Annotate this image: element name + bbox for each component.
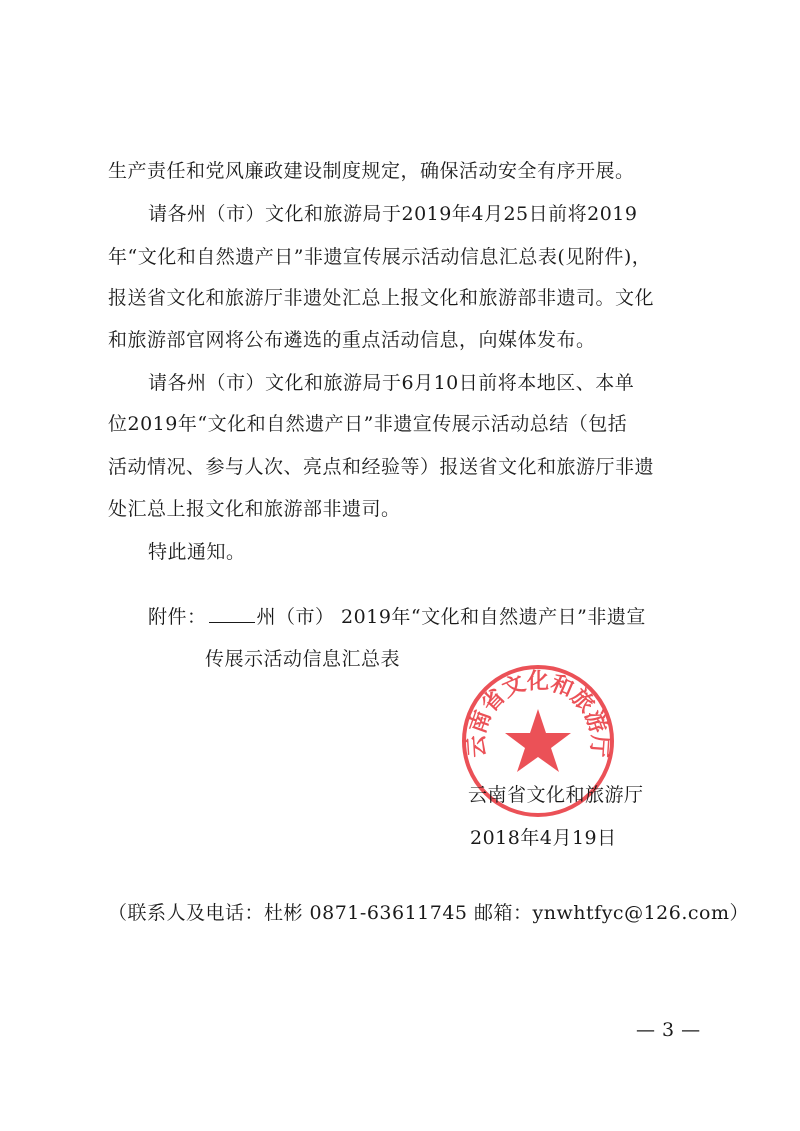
page-number: — 3 — [636, 1019, 701, 1041]
issue-date: 2018年4月19日 [470, 827, 617, 849]
body-line: 请各州（市）文化和旅游局于2019年4月25日前将2019 [148, 203, 638, 225]
attachment-title-part2: 传展示活动信息汇总表 [205, 648, 401, 670]
attachment-line [148, 604, 646, 629]
body-line: 报送省文化和旅游厅非遗处汇总上报文化和旅游部非遗司。文化 [108, 287, 655, 309]
fill-blank [209, 604, 255, 623]
issuer-name: 云南省文化和旅游厅 [468, 784, 644, 806]
body-line: 生产责任和党风廉政建设制度规定，确保活动安全有序开展。 [108, 160, 635, 182]
closing-line: 特此通知。 [148, 541, 246, 563]
attachment-title-part1: 州（市） 2019年“文化和自然遗产日”非遗宣 [256, 606, 646, 628]
body-line: 请各州（市）文化和旅游局于6月10日前将本地区、本单 [148, 372, 635, 394]
attachment-prefix: 附件： [148, 606, 207, 628]
body-line: 年“文化和自然遗产日”非遗宣传展示活动信息汇总表(见附件)， [108, 246, 652, 268]
body-line: 和旅游部官网将公布遴选的重点活动信息，向媒体发布。 [108, 329, 596, 351]
svg-text:云南省文化和旅游厅: 云南省文化和旅游厅 [464, 669, 612, 759]
body-line: 活动情况、参与人次、亮点和经验等）报送省文化和旅游厅非遗 [108, 456, 655, 478]
contact-info: （联系人及电话：杜彬 0871-63611745 邮箱：ynwhtfyc@126.com） [108, 902, 749, 924]
body-line: 处汇总上报文化和旅游部非遗司。 [108, 498, 401, 520]
body-line: 位2019年“文化和自然遗产日”非遗宣传展示活动总结（包括 [108, 413, 628, 435]
